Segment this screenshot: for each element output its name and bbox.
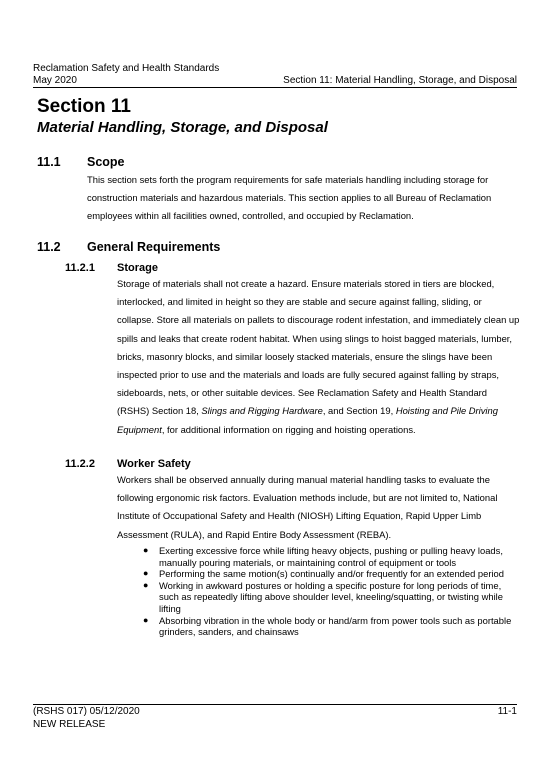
footer-revision: (RSHS 017) 05/12/2020	[33, 706, 140, 717]
worker-safety-number: 11.2.2	[65, 458, 95, 470]
storage-ref-hoisting: Hoisting and Pile Driving Equipment	[117, 405, 498, 435]
storage-ref-slings: Slings and Rigging Hardware	[201, 405, 323, 417]
list-item: ● Exerting excessive force while lifting heavy objects, pushing or pulling heavy loads, manually pouring materials, or maintaining control of equipment or tools	[143, 545, 503, 568]
section-subtitle: Material Handling, Storage, and Disposal	[37, 119, 328, 136]
footer-rule	[33, 704, 517, 705]
general-heading: General Requirements	[87, 240, 221, 254]
risk-factor-list	[143, 545, 518, 638]
storage-body: Storage of materials shall not create a hazard. Ensure materials stored in tiers are blocked, interlocked, and limited in height so they are stable and secure against falling, sliding, or collapse. Store all materials on pallets to discourage rodent infestation, and immediately clean up spills and leaks that create rodent habitat. When using slings to hoist bagged materials, lumber, bricks, masonry blocks, and similar loosely stacked materials, ensure the slings have been inspected prior to use and the materials and loads are fully secured against falling by straps, sideboards, nets, or other suitable devices. See Reclamation Safety and Health Standard (RSHS) Section 18, Slings and Rigging Hardware, and Section 19, Hoisting and Pile Driving Equipment, for additional information on rigging and hoisting operations.	[117, 278, 520, 435]
header-rule	[33, 87, 517, 88]
footer-status: NEW RELEASE	[33, 719, 106, 730]
scope-heading: Scope	[87, 155, 125, 169]
header-title: Reclamation Safety and Health Standards	[33, 63, 220, 74]
list-item: ● Absorbing vibration in the whole body or hand/arm from power tools such as portable grinders, sanders, and chainsaws	[143, 614, 512, 638]
section-title: Section 11	[37, 96, 131, 117]
header-date: May 2020	[33, 75, 77, 86]
list-item: ● Performing the same motion(s) continually and/or frequently for an extended period	[143, 568, 504, 580]
scope-number: 11.1	[37, 155, 61, 169]
general-number: 11.2	[37, 240, 61, 254]
list-item: ● Working in awkward postures or holding a specific posture for long periods of time, such as repeatedly lifting above shoulder level, kneeling/squatting, or twisting while lifting	[143, 579, 503, 614]
header-section: Section 11: Material Handling, Storage, and Disposal	[283, 75, 517, 86]
page-number: 11-1	[497, 706, 517, 717]
storage-number: 11.2.1	[65, 262, 95, 274]
worker-safety-body: Workers shall be observed annually during manual material handling tasks to evaluate the following ergonomic risk factors. Evaluation methods include, but are not limited to, National Institute of Occupational Safety and Health (NIOSH) Lifting Equation, Rapid Upper Limb Assessment (RULA), and Rapid Entire Body Assessment (REBA).	[117, 474, 498, 540]
worker-safety-heading: Worker Safety	[117, 458, 191, 470]
scope-body: This section sets forth the program requirements for safe materials handling including storage for construction materials and hazardous materials. This section applies to all Bureau of Reclamation employees within all facilities owned, controlled, and occupied by Reclamation.	[87, 174, 492, 222]
storage-heading: Storage	[117, 262, 158, 274]
